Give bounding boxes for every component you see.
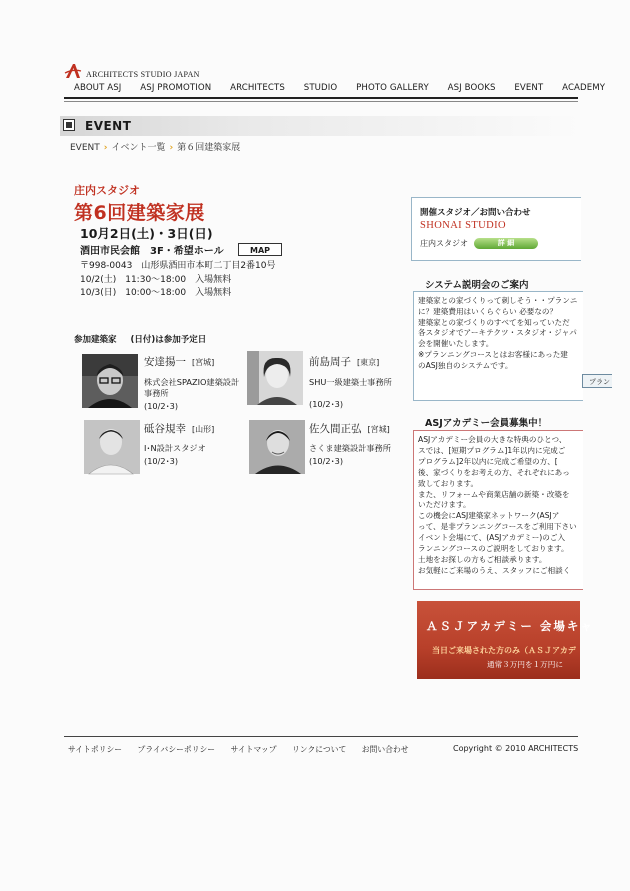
planning-course-button[interactable]: プラン [582,374,612,388]
nav-photo-gallery[interactable]: PHOTO GALLERY [356,83,429,93]
academy-heading: ASJアカデミー会員募集中！ [425,418,548,429]
architect-photo[interactable] [249,420,305,474]
architect-dates: (10/2･3) [144,456,179,466]
event-time-day1: 10/2(土) 11:30～18:00 入場無料 [80,275,232,285]
architect-name[interactable]: 安達揚一 [宮城] [144,356,215,368]
architect-office: さくま建築設計事務所 [309,443,391,453]
system-info-heading: システム説明会のご案内 [425,280,529,291]
portrait-icon [249,420,305,474]
architect-office: 株式会社SPAZIO建築設計事務所 [144,377,240,398]
architect-dates: (10/2･3) [144,401,179,411]
asj-logo-icon[interactable] [64,62,82,80]
system-info-text: 建築家との家づくりって刺しそう・・プランニ に？建築費用はいくらぐらい 必要なの？ 建築家との家づくりのすべてを知っていただ 各スタジオでアーキテクツ・スタジオ・ジャパ 会を開催いたします。 ※プランニングコースとはお客様にあった建 のASJ独自のシステムです。 [418,296,578,370]
breadcrumb-current: 第６回建築家展 [177,143,241,153]
nav-about[interactable]: ABOUT ASJ [74,83,122,93]
architect-photo[interactable] [247,351,303,405]
nav-studio[interactable]: STUDIO [303,83,338,93]
studio-subtitle: 庄内スタジオ [420,239,468,248]
event-place: 酒田市民会館 3F・希望ホール [80,246,224,257]
breadcrumb [70,140,240,153]
event-address: 〒998-0043 山形県酒田市本町二丁目2番10号 [80,261,276,271]
event-title: 第6回建築家展 [74,202,205,224]
participants-note: (日付)は参加予定日 [130,335,207,345]
footer-link-links[interactable]: リンクについて [292,745,347,754]
header-divider-thin [64,101,578,102]
footer-divider [64,736,578,737]
architect-office: I･N設計スタジオ [144,443,206,453]
architect-dates: (10/2･3) [309,399,344,409]
map-button[interactable]: MAP [238,243,282,256]
studio-box-title: 開催スタジオ／お問い合わせ [420,208,531,218]
event-dates: 10月2日(土)・3日(日) [80,226,213,241]
portrait-icon [84,420,140,474]
architect-name[interactable]: 砥谷規幸 [山形] [144,423,215,435]
architect-photo[interactable] [82,354,138,408]
site-logo-text[interactable]: ARCHITECTS STUDIO JAPAN [86,70,200,79]
nav-academy[interactable]: ACADEMY [562,83,606,93]
breadcrumb-event-list[interactable]: イベント一覧 [111,143,166,153]
portrait-icon [247,351,303,405]
participants-heading [74,333,206,345]
academy-text: ASJアカデミー会員の大きな特典のひとつ、 スでは、[短期プログラム]1年以内に完成ご プログラム]2年以内に完成ご希望の方、[ 後、家づくりをお考えの方、それぞれにあっ 致しております。 また、リフォームや商業店舗の新築・改築を いただけます。 この機会にASJ建築家ネットワーク(ASJア って、是非プランニングコースをご利用下さい イベント会場にて、(ASJアカデミー)のご入 ランニングコースのご説明をしております。 土地をお探しの方もご相談承ります。 お気軽にご来場のうえ、スタッフにご相談く [418,435,577,575]
page-title: EVENT [85,119,132,133]
footer-link-contact[interactable]: お問い合わせ [361,745,409,754]
architect-name[interactable]: 前島周子 [東京] [309,356,380,368]
studio-detail-button[interactable]: 詳 細 [474,238,538,249]
portrait-icon [82,354,138,408]
chevron-right-icon: › [103,143,108,153]
architect-dates: (10/2･3) [309,456,344,466]
banner-title: ＡＳＪアカデミー 会場キャ [426,619,594,633]
main-nav [74,83,606,97]
architect-name[interactable]: 佐久間正弘 [宮城] [309,423,390,435]
architect-office: SHU一級建築士事務所 [309,377,392,387]
banner-subtitle: 当日ご来場された方のみ（ＡＳＪアカデ [432,646,576,655]
nav-books[interactable]: ASJ BOOKS [447,83,496,93]
copyright: Copyright © 2010 ARCHITECTS [453,744,579,753]
footer-links [68,744,422,755]
section-square-icon [63,119,75,131]
studio-name[interactable]: SHONAI STUDIO [420,220,506,231]
footer-link-privacy[interactable]: プライバシーポリシー [137,745,216,754]
nav-architects[interactable]: ARCHITECTS [230,83,285,93]
participants-title: 参加建築家 [74,335,117,345]
footer-link-sitemap[interactable]: サイトマップ [230,745,277,754]
nav-promotion[interactable]: ASJ PROMOTION [140,83,212,93]
footer-link-site-policy[interactable]: サイトポリシー [68,745,123,754]
section-header-bar [60,116,580,136]
chevron-right-icon: › [169,143,174,153]
banner-price-note: 通常３万円を１万円に [487,660,563,669]
architect-photo[interactable] [84,420,140,474]
header-divider [64,97,578,99]
event-studio-label: 庄内スタジオ [74,184,140,197]
event-time-day2: 10/3(日) 10:00～18:00 入場無料 [80,288,232,298]
breadcrumb-event[interactable]: EVENT [70,143,100,153]
nav-event[interactable]: EVENT [514,83,544,93]
